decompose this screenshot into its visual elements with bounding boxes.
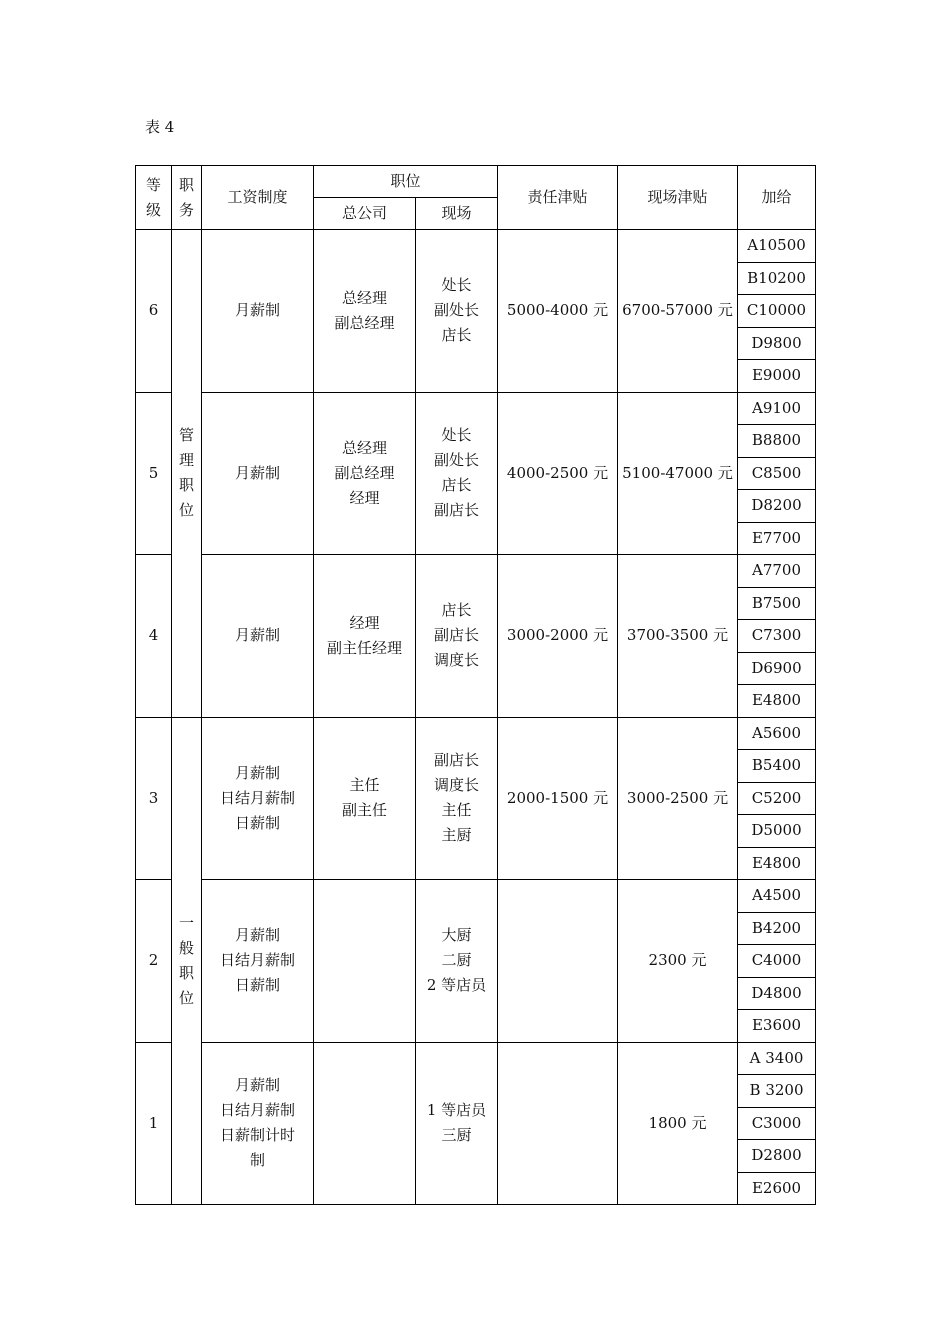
head-office-position-cell: 总经理 副总经理 经理 xyxy=(314,392,416,555)
supplement-cell: B10200 xyxy=(738,262,816,295)
head-office-position-cell: 总经理 副总经理 xyxy=(314,230,416,393)
field-allowance-cell: 3700-3500 元 xyxy=(618,555,738,718)
supplement-cell: D8200 xyxy=(738,490,816,523)
wage-system-cell: 月薪制 日结月薪制 日薪制 xyxy=(202,880,314,1043)
supplement-cell: E2600 xyxy=(738,1172,816,1205)
supplement-cell: E9000 xyxy=(738,360,816,393)
supplement-cell: D5000 xyxy=(738,815,816,848)
header-responsibility-allowance: 责任津贴 xyxy=(498,166,618,230)
wage-system-cell: 月薪制 xyxy=(202,555,314,718)
supplement-cell: D9800 xyxy=(738,327,816,360)
wage-system-cell: 月薪制 日结月薪制 日薪制 xyxy=(202,717,314,880)
category-management: 管 理 职 位 xyxy=(172,230,202,718)
header-head-office: 总公司 xyxy=(314,198,416,230)
header-field-allowance: 现场津贴 xyxy=(618,166,738,230)
supplement-cell: B4200 xyxy=(738,912,816,945)
supplement-cell: A5600 xyxy=(738,717,816,750)
head-office-position-cell xyxy=(314,880,416,1043)
supplement-cell: C4000 xyxy=(738,945,816,978)
supplement-cell: C5200 xyxy=(738,782,816,815)
head-office-position-cell: 经理 副主任经理 xyxy=(314,555,416,718)
table-row xyxy=(136,880,816,913)
grade-cell: 4 xyxy=(136,555,172,718)
field-position-cell: 处长 副处长 店长 xyxy=(416,230,498,393)
category-general: 一 般 职 位 xyxy=(172,717,202,1205)
field-position-cell: 处长 副处长 店长 副店长 xyxy=(416,392,498,555)
header-wage-system: 工资制度 xyxy=(202,166,314,230)
field-position-cell: 1 等店员 三厨 xyxy=(416,1042,498,1205)
grade-cell: 3 xyxy=(136,717,172,880)
head-office-position-cell: 主任 副主任 xyxy=(314,717,416,880)
header-grade: 等 级 xyxy=(136,166,172,230)
supplement-cell: E4800 xyxy=(738,847,816,880)
responsibility-allowance-cell: 3000-2000 元 xyxy=(498,555,618,718)
table-row xyxy=(136,230,816,263)
field-allowance-cell: 3000-2500 元 xyxy=(618,717,738,880)
grade-cell: 1 xyxy=(136,1042,172,1205)
table-row xyxy=(136,1042,816,1075)
responsibility-allowance-cell xyxy=(498,1042,618,1205)
header-duty: 职 务 xyxy=(172,166,202,230)
field-allowance-cell: 1800 元 xyxy=(618,1042,738,1205)
head-office-position-cell xyxy=(314,1042,416,1205)
header-field: 现场 xyxy=(416,198,498,230)
supplement-cell: C7300 xyxy=(738,620,816,653)
supplement-cell: A9100 xyxy=(738,392,816,425)
supplement-cell: A7700 xyxy=(738,555,816,588)
supplement-cell: C8500 xyxy=(738,457,816,490)
salary-grade-table xyxy=(135,165,816,1205)
field-position-cell: 店长 副店长 调度长 xyxy=(416,555,498,718)
field-allowance-cell: 5100-47000 元 xyxy=(618,392,738,555)
supplement-cell: E3600 xyxy=(738,1010,816,1043)
table-caption: 表 4 xyxy=(145,118,175,136)
supplement-cell: B5400 xyxy=(738,750,816,783)
supplement-cell: A 3400 xyxy=(738,1042,816,1075)
field-allowance-cell: 6700-57000 元 xyxy=(618,230,738,393)
table-row xyxy=(136,392,816,425)
responsibility-allowance-cell xyxy=(498,880,618,1043)
supplement-cell: B7500 xyxy=(738,587,816,620)
supplement-cell: C10000 xyxy=(738,295,816,328)
responsibility-allowance-cell: 5000-4000 元 xyxy=(498,230,618,393)
supplement-cell: A10500 xyxy=(738,230,816,263)
grade-cell: 2 xyxy=(136,880,172,1043)
header-row xyxy=(136,166,816,198)
field-allowance-cell: 2300 元 xyxy=(618,880,738,1043)
header-supplement: 加给 xyxy=(738,166,816,230)
responsibility-allowance-cell: 4000-2500 元 xyxy=(498,392,618,555)
supplement-cell: B 3200 xyxy=(738,1075,816,1108)
supplement-cell: E4800 xyxy=(738,685,816,718)
table-row xyxy=(136,717,816,750)
responsibility-allowance-cell: 2000-1500 元 xyxy=(498,717,618,880)
supplement-cell: D4800 xyxy=(738,977,816,1010)
supplement-cell: A4500 xyxy=(738,880,816,913)
field-position-cell: 副店长 调度长 主任 主厨 xyxy=(416,717,498,880)
header-position: 职位 xyxy=(314,166,498,198)
supplement-cell: D6900 xyxy=(738,652,816,685)
supplement-cell: D2800 xyxy=(738,1140,816,1173)
grade-cell: 6 xyxy=(136,230,172,393)
wage-system-cell: 月薪制 xyxy=(202,392,314,555)
supplement-cell: C3000 xyxy=(738,1107,816,1140)
wage-system-cell: 月薪制 日结月薪制 日薪制计时 制 xyxy=(202,1042,314,1205)
field-position-cell: 大厨 二厨 2 等店员 xyxy=(416,880,498,1043)
wage-system-cell: 月薪制 xyxy=(202,230,314,393)
supplement-cell: B8800 xyxy=(738,425,816,458)
grade-cell: 5 xyxy=(136,392,172,555)
supplement-cell: E7700 xyxy=(738,522,816,555)
table-row xyxy=(136,555,816,588)
